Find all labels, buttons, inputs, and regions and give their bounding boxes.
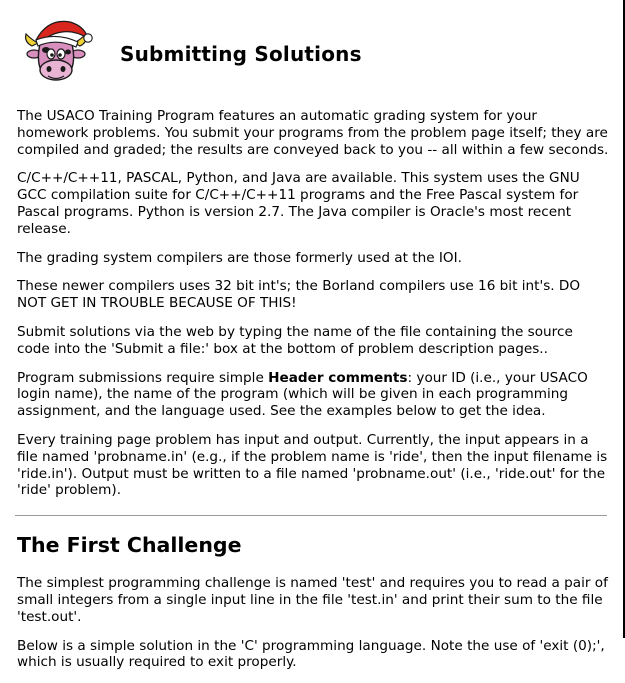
intro-paragraph-header-comments	[17, 370, 609, 420]
header-comments-bold: Header comments	[268, 369, 408, 386]
header-comments-text-before: Program submissions require simple	[17, 369, 269, 386]
intro-paragraph-grading: The USACO Training Program features an automatic grading system for your homework problems. You submit your programs from the problem page itself; they are compiled and graded; the results are conveyed back to you -- all within a few seconds.	[17, 108, 609, 158]
section-divider	[15, 515, 607, 516]
intro-paragraph-io-files: Every training page problem has input and output. Currently, the input appears in a file named 'probname.in' (e.g., if the problem name is 'ride', then the input filename is 'ride.in'). Output must be written to a file named 'probname.out' (i.e., 'ride.out' for the 'ride' problem).	[17, 431, 608, 499]
intro-paragraph-submit: Submit solutions via the web by typing the name of the file containing the source code into the 'Submit a file:' box at the bottom of problem description pages..	[17, 323, 573, 357]
intro-paragraph-languages: C/C++/C++11, PASCAL, Python, and Java are available. This system uses the GNU GCC compilation suite for C/C++/C++11 programs and the Free Pascal system for Pascal programs. Python is version 2.7. The Java compiler is Oracle's most recent release.	[17, 170, 580, 237]
page-title: Submitting Solutions	[120, 42, 362, 66]
main-content	[17, 108, 609, 683]
intro-paragraph-ioi: The grading system compilers are those formerly used at the IOI.	[17, 249, 462, 266]
section-title-first-challenge: The First Challenge	[17, 533, 242, 558]
first-challenge-paragraph-test: The simplest programming challenge is named 'test' and requires you to read a pair of small integers from a single input line in the file 'test.in' and print their sum to the file 'test.out'.	[17, 575, 608, 625]
intro-paragraph-int-warning: These newer compilers uses 32 bit int's; the Borland compilers use 16 bit int's. DO NOT GET IN TROUBLE BECAUSE OF THIS!	[17, 278, 581, 312]
header-comments-text-after: : your ID (i.e., your USACO login name), the name of the program (which will be given in each programming assignment, and the language used. See the examples below to get the idea.	[17, 369, 588, 420]
first-challenge-paragraph-c-solution: Below is a simple solution in the 'C' programming language. Note the use of 'exit (0);', which is usually required to exit properly.	[17, 637, 605, 671]
usaco-cow-logo-icon	[22, 16, 94, 90]
